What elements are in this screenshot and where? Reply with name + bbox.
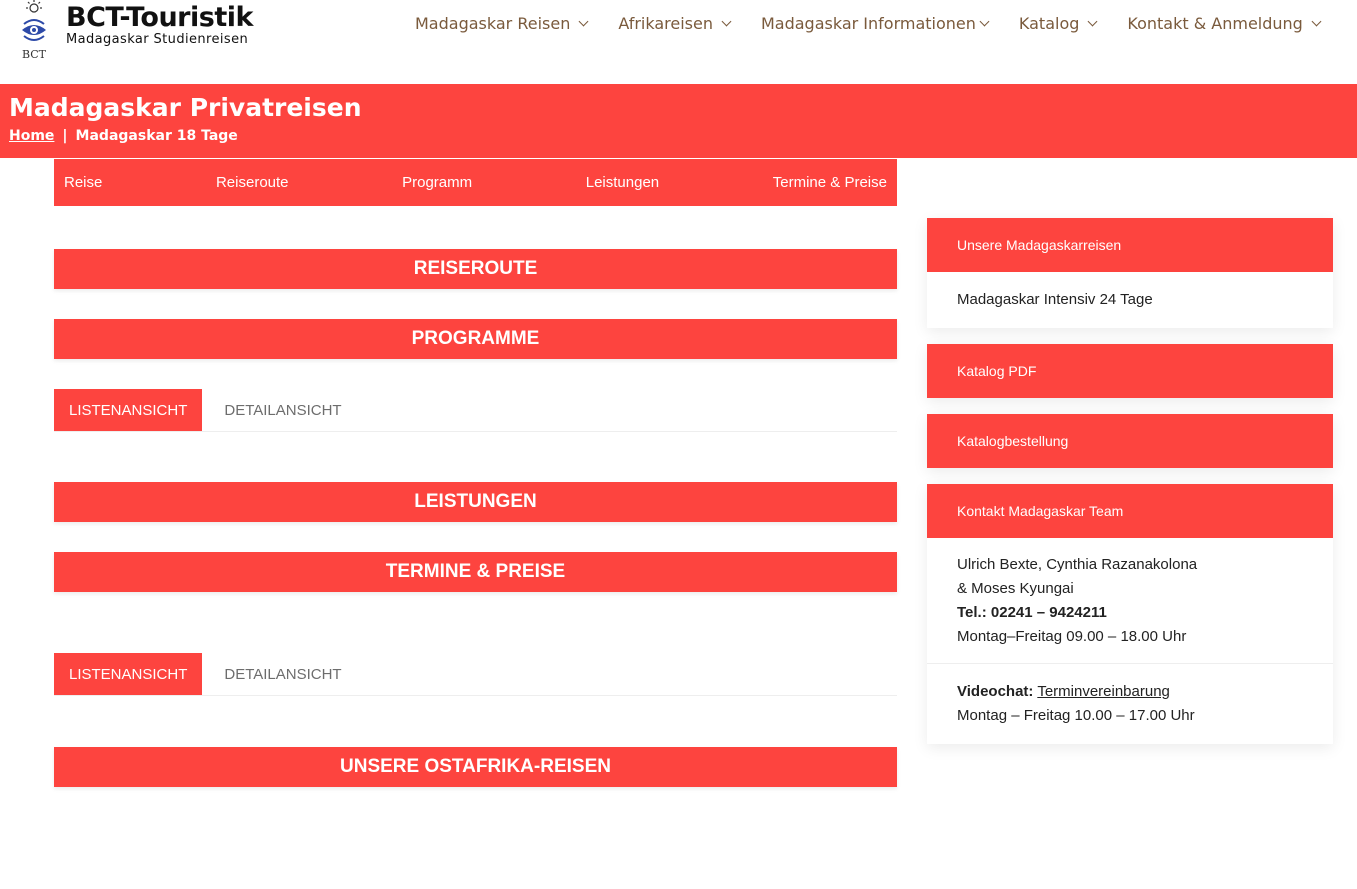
contact-phone xyxy=(957,601,1303,625)
videochat-hours: Montag – Freitag 10.00 – 17.00 Uhr xyxy=(957,707,1195,724)
list-view-button[interactable]: LISTENANSICHT xyxy=(54,653,202,695)
sidebar-catalog-pdf-widget xyxy=(927,344,1333,398)
sidebar-catalog-order-widget xyxy=(927,414,1333,468)
section-programme[interactable]: PROGRAMME xyxy=(54,319,897,359)
sidebar-trips-body xyxy=(927,272,1333,328)
section-termine-preise[interactable]: TERMINE & PREISE xyxy=(54,552,897,592)
breadcrumb-current: Madagaskar 18 Tage xyxy=(75,128,238,144)
sidebar-trips-heading[interactable]: Unsere Madagaskarreisen xyxy=(927,218,1333,272)
sidebar-trips-widget xyxy=(927,218,1333,328)
page-title: Madagaskar Privatreisen xyxy=(9,93,362,122)
detail-view-button[interactable]: DETAILANSICHT xyxy=(224,665,342,683)
sidebar-trip-link[interactable]: Madagaskar Intensiv 24 Tage xyxy=(957,291,1153,308)
chevron-down-icon xyxy=(722,17,732,27)
nav-label: Afrikareisen xyxy=(618,14,713,33)
brand-subtitle: Madagaskar Studienreisen xyxy=(66,32,249,47)
site-header xyxy=(0,0,1357,84)
section-leistungen[interactable]: LEISTUNGEN xyxy=(54,482,897,522)
brand-title[interactable]: BCT-Touristik xyxy=(66,2,253,33)
tab-leistungen[interactable]: Leistungen xyxy=(585,174,660,191)
svg-text:BCT: BCT xyxy=(21,48,47,61)
section-reiseroute[interactable]: REISEROUTE xyxy=(54,249,897,289)
chevron-down-icon xyxy=(579,17,589,27)
chevron-down-icon xyxy=(1311,17,1321,27)
nav-katalog[interactable] xyxy=(1019,14,1096,33)
catalog-pdf-link[interactable]: Katalog PDF xyxy=(927,344,1333,398)
sidebar-contact-heading[interactable]: Kontakt Madagaskar Team xyxy=(927,484,1333,538)
sidebar-contact-body xyxy=(927,538,1333,663)
nav-label: Madagaskar Reisen xyxy=(415,14,571,33)
contact-phone-text[interactable]: Tel.: 02241 – 9424211 xyxy=(957,604,1107,621)
view-toggle-programme xyxy=(54,389,897,432)
eye-sun-logo-icon[interactable] xyxy=(16,0,52,62)
breadcrumb-home-link[interactable]: Home xyxy=(9,128,55,144)
nav-madagaskar-reisen[interactable] xyxy=(415,14,587,33)
nav-afrikareisen[interactable] xyxy=(618,14,730,33)
chevron-down-icon xyxy=(1088,17,1098,27)
view-toggle-termine xyxy=(54,653,897,696)
trip-tabbar xyxy=(54,159,897,206)
nav-madagaskar-informationen[interactable] xyxy=(761,14,988,33)
videochat-label: Videochat: xyxy=(957,683,1034,700)
breadcrumb-separator: | xyxy=(62,128,68,144)
sidebar-contact-widget xyxy=(927,484,1333,744)
detail-view-button[interactable]: DETAILANSICHT xyxy=(224,401,342,419)
videochat-line xyxy=(957,680,1303,704)
contact-names-line-2: & Moses Kyungai xyxy=(957,580,1074,597)
nav-label: Katalog xyxy=(1018,14,1080,33)
section-ostafrika-reisen[interactable]: UNSERE OSTAFRIKA-REISEN xyxy=(54,747,897,787)
page-title-band xyxy=(0,84,1357,158)
contact-names-line-1: Ulrich Bexte, Cynthia Razanakolona xyxy=(957,556,1198,573)
chevron-down-icon xyxy=(979,17,989,27)
list-view-button[interactable]: LISTENANSICHT xyxy=(54,389,202,431)
sidebar-videochat-body xyxy=(927,664,1333,744)
tab-termine-preise[interactable]: Termine & Preise xyxy=(772,174,887,191)
breadcrumb xyxy=(9,128,238,144)
contact-hours: Montag–Freitag 09.00 – 18.00 Uhr xyxy=(957,628,1187,645)
nav-label: Kontakt & Anmeldung xyxy=(1127,14,1303,33)
nav-kontakt-anmeldung[interactable] xyxy=(1127,14,1319,33)
nav-label: Madagaskar Informationen xyxy=(760,14,976,33)
catalog-order-link[interactable]: Katalogbestellung xyxy=(927,414,1333,468)
tab-reiseroute[interactable]: Reiseroute xyxy=(215,174,289,191)
tab-programm[interactable]: Programm xyxy=(402,174,473,191)
main-nav xyxy=(415,14,1320,33)
tab-reise[interactable]: Reise xyxy=(64,174,103,191)
videochat-appointment-link[interactable]: Terminvereinbarung xyxy=(1037,683,1170,700)
